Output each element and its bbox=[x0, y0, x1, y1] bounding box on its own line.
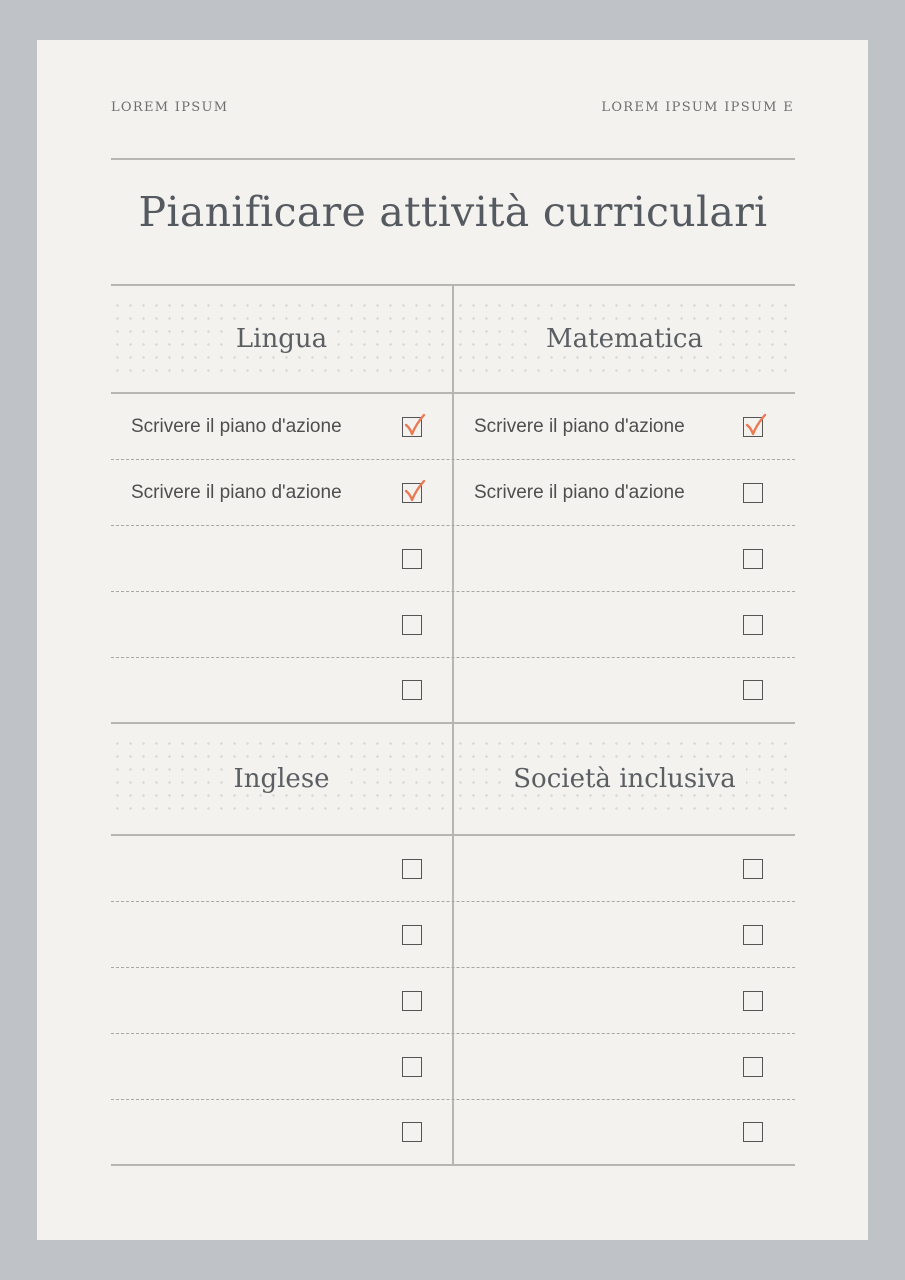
task-cell bbox=[111, 1100, 454, 1164]
checkbox[interactable] bbox=[402, 680, 422, 700]
column-heading-label: Società inclusiva bbox=[503, 764, 745, 794]
task-cell bbox=[111, 902, 454, 967]
checkbox[interactable] bbox=[402, 1057, 422, 1077]
task-cell bbox=[111, 1034, 454, 1099]
checkbox[interactable] bbox=[402, 1122, 422, 1142]
checkbox[interactable] bbox=[743, 1122, 763, 1142]
checked-checkbox[interactable] bbox=[402, 483, 422, 503]
table-row bbox=[111, 460, 795, 526]
checkbox[interactable] bbox=[402, 549, 422, 569]
header-left-text: LOREM IPSUM bbox=[111, 100, 229, 115]
task-cell bbox=[111, 460, 454, 525]
checkbox[interactable] bbox=[743, 925, 763, 945]
checked-checkbox[interactable] bbox=[743, 417, 763, 437]
task-cell bbox=[454, 394, 795, 459]
task-label: Scrivere il piano d'azione bbox=[131, 481, 342, 503]
task-cell bbox=[454, 968, 795, 1033]
checkbox[interactable] bbox=[743, 483, 763, 503]
task-cell bbox=[111, 592, 454, 657]
task-cell bbox=[454, 836, 795, 901]
table-row bbox=[111, 658, 795, 724]
checkbox[interactable] bbox=[743, 615, 763, 635]
checkmark-icon bbox=[404, 479, 426, 503]
header-right-text: LOREM IPSUM IPSUM E bbox=[601, 100, 794, 115]
checked-checkbox[interactable] bbox=[402, 417, 422, 437]
task-cell bbox=[454, 658, 795, 722]
section-header-row bbox=[111, 724, 795, 836]
checkbox[interactable] bbox=[743, 549, 763, 569]
task-label: Scrivere il piano d'azione bbox=[474, 415, 685, 437]
planner-page bbox=[37, 40, 868, 1240]
activity-grid bbox=[111, 284, 795, 1166]
checkmark-icon bbox=[745, 413, 767, 437]
table-row bbox=[111, 836, 795, 902]
table-row bbox=[111, 968, 795, 1034]
task-cell bbox=[111, 394, 454, 459]
task-cell bbox=[111, 836, 454, 901]
header-divider bbox=[111, 158, 795, 160]
column-heading-matematica bbox=[454, 286, 795, 392]
page-title: Pianificare attività curriculari bbox=[138, 188, 768, 236]
column-heading-societa-inclusiva bbox=[454, 724, 795, 834]
checkmark-icon bbox=[404, 413, 426, 437]
task-cell bbox=[454, 592, 795, 657]
task-label: Scrivere il piano d'azione bbox=[474, 481, 685, 503]
checkbox[interactable] bbox=[402, 925, 422, 945]
column-heading-label: Lingua bbox=[226, 324, 337, 354]
checkbox[interactable] bbox=[402, 991, 422, 1011]
checkbox[interactable] bbox=[402, 859, 422, 879]
table-row bbox=[111, 526, 795, 592]
task-cell bbox=[454, 526, 795, 591]
table-row bbox=[111, 592, 795, 658]
checkbox[interactable] bbox=[743, 1057, 763, 1077]
task-cell bbox=[111, 968, 454, 1033]
column-heading-lingua bbox=[111, 286, 454, 392]
task-label: Scrivere il piano d'azione bbox=[131, 415, 342, 437]
task-cell bbox=[111, 526, 454, 591]
column-heading-inglese bbox=[111, 724, 454, 834]
table-row bbox=[111, 394, 795, 460]
checkbox[interactable] bbox=[743, 680, 763, 700]
section-rows bbox=[111, 394, 795, 724]
checkbox[interactable] bbox=[402, 615, 422, 635]
table-row bbox=[111, 1100, 795, 1166]
task-cell bbox=[454, 1034, 795, 1099]
task-cell bbox=[454, 460, 795, 525]
task-cell bbox=[111, 658, 454, 722]
table-row bbox=[111, 902, 795, 968]
section-rows bbox=[111, 836, 795, 1166]
column-heading-label: Matematica bbox=[536, 324, 713, 354]
checkbox[interactable] bbox=[743, 991, 763, 1011]
task-cell bbox=[454, 902, 795, 967]
table-row bbox=[111, 1034, 795, 1100]
column-heading-label: Inglese bbox=[223, 764, 339, 794]
section-header-row bbox=[111, 284, 795, 394]
checkbox[interactable] bbox=[743, 859, 763, 879]
task-cell bbox=[454, 1100, 795, 1164]
